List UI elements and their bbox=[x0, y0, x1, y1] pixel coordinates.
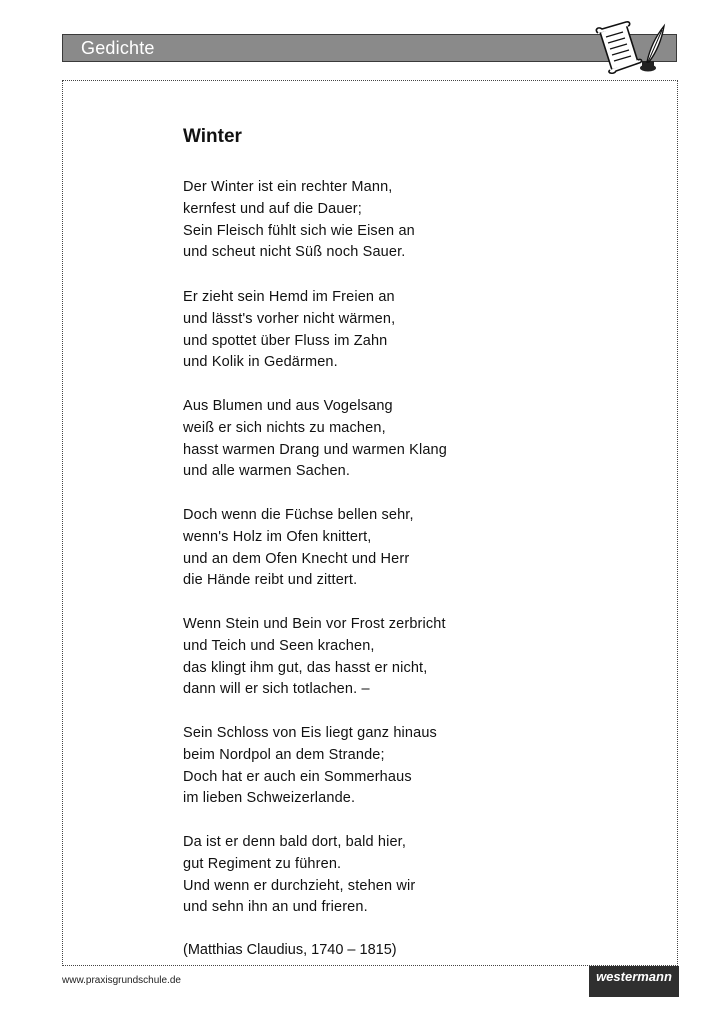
poem-line: Aus Blumen und aus Vogelsang bbox=[183, 398, 393, 414]
poem-line: und alle warmen Sachen. bbox=[183, 463, 351, 480]
stanza bbox=[183, 396, 447, 483]
poem-line: beim Nordpol an dem Strande; bbox=[183, 746, 385, 763]
poem-title: Winter bbox=[183, 126, 242, 147]
poem-line: das klingt ihm gut, das hasst er nicht, bbox=[183, 659, 428, 676]
page-section-title: Gedichte bbox=[81, 38, 155, 58]
poem-line: und scheut nicht Süß noch Sauer. bbox=[183, 244, 406, 261]
brand-logo: westermann bbox=[589, 966, 679, 997]
footer-url: www.praxisgrundschule.de bbox=[62, 975, 181, 986]
poem-line: und spottet über Fluss im Zahn bbox=[183, 332, 388, 349]
poem-line: hasst warmen Drang und warmen Klang bbox=[183, 441, 447, 458]
poem-line: im lieben Schweizerlande. bbox=[183, 790, 356, 807]
poem-line: wenn's Holz im Ofen knittert, bbox=[183, 528, 372, 545]
poem-line: Sein Fleisch fühlt sich wie Eisen an bbox=[183, 222, 415, 239]
poem-line: und lässt's vorher nicht wärmen, bbox=[183, 310, 396, 327]
poem-line: die Hände reibt und zittert. bbox=[183, 572, 358, 589]
stanza bbox=[183, 287, 395, 374]
poem-line: gut Regiment zu führen. bbox=[183, 855, 342, 872]
poem-line: Er zieht sein Hemd im Freien an bbox=[183, 289, 395, 305]
poem-line: Doch hat er auch ein Sommerhaus bbox=[183, 768, 412, 785]
poem-line: dann will er sich totlachen. – bbox=[183, 681, 370, 698]
poem-line: Der Winter ist ein rechter Mann, bbox=[183, 179, 393, 195]
poem-line: und an dem Ofen Knecht und Herr bbox=[183, 550, 410, 567]
poem-line: kernfest und auf die Dauer; bbox=[183, 200, 362, 217]
stanza bbox=[183, 723, 437, 810]
stanza bbox=[183, 505, 414, 592]
stanza bbox=[183, 177, 415, 264]
stanza bbox=[183, 832, 415, 919]
poem-line: und Kolik in Gedärmen. bbox=[183, 354, 338, 371]
poem-line: weiß er sich nichts zu machen, bbox=[183, 419, 386, 436]
poem-line: und sehn ihn an und frieren. bbox=[183, 899, 368, 916]
poem-line: Und wenn er durchzieht, stehen wir bbox=[183, 877, 416, 894]
poem-line: Sein Schloss von Eis liegt ganz hinaus bbox=[183, 725, 437, 741]
stanza bbox=[183, 614, 446, 701]
poem-line: Wenn Stein und Bein vor Frost zerbricht bbox=[183, 616, 446, 632]
poem-attribution: (Matthias Claudius, 1740 – 1815) bbox=[183, 942, 397, 958]
poem-line: Doch wenn die Füchse bellen sehr, bbox=[183, 507, 414, 523]
poem-line: und Teich und Seen krachen, bbox=[183, 637, 375, 654]
scroll-quill-icon bbox=[592, 18, 666, 74]
poem-line: Da ist er denn bald dort, bald hier, bbox=[183, 834, 407, 850]
header-bar bbox=[62, 34, 677, 62]
